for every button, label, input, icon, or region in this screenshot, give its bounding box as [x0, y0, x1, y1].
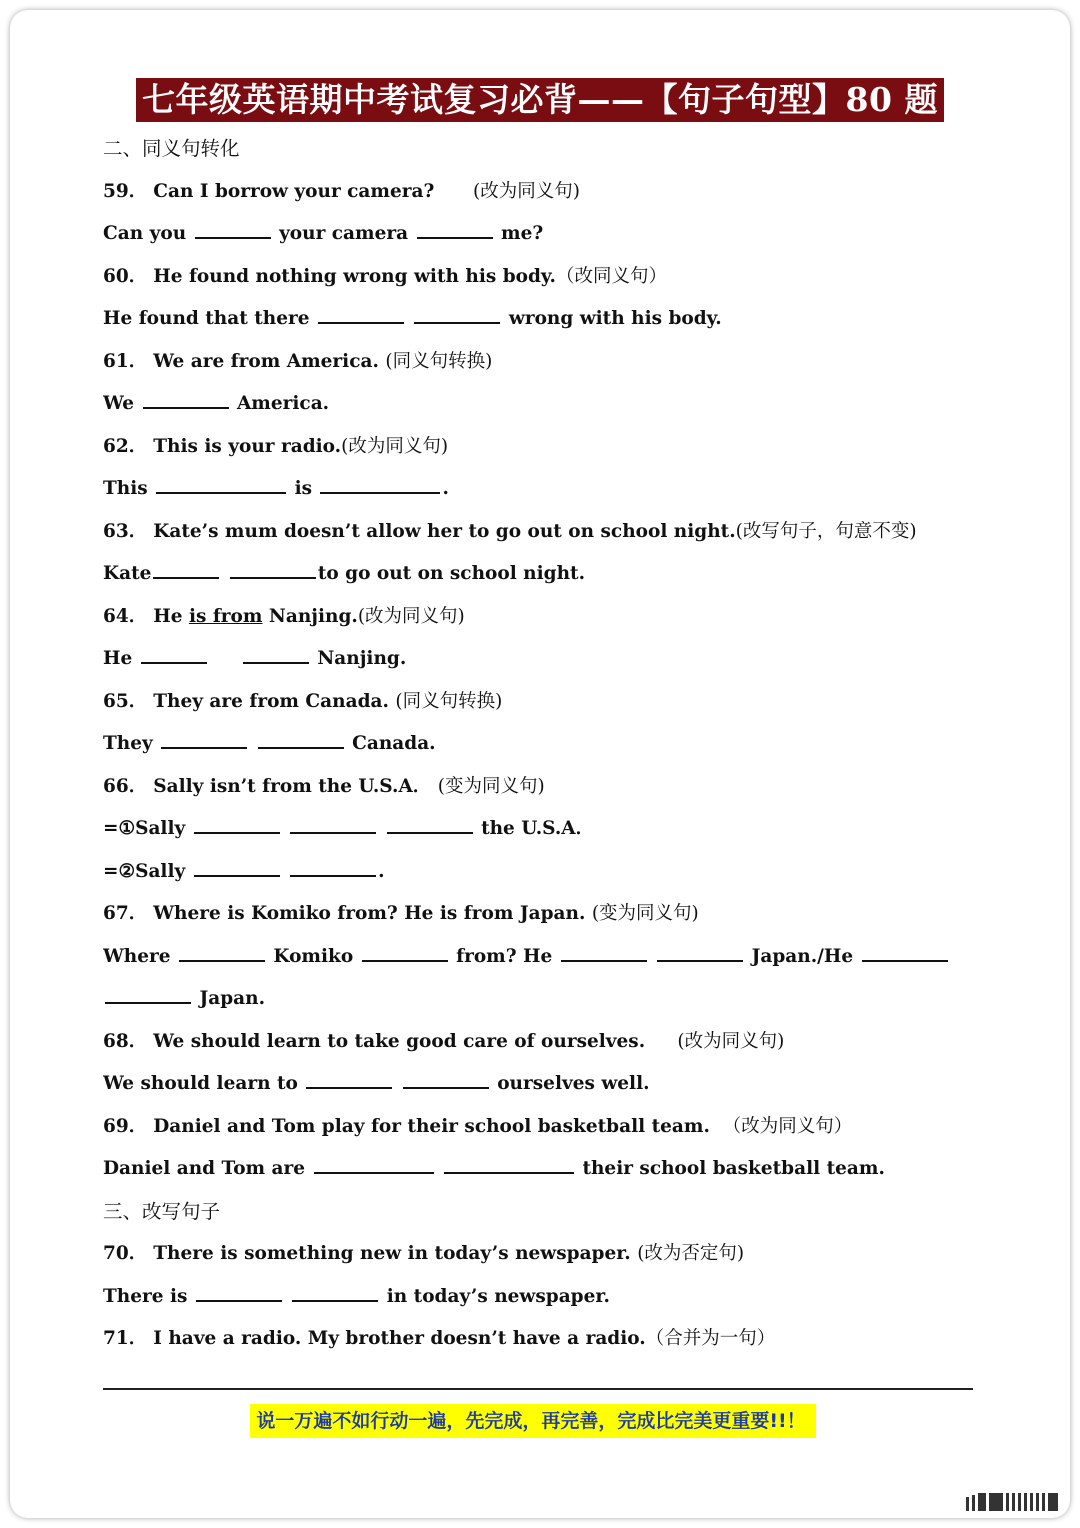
question-number: 64．: [103, 605, 148, 627]
question-text: They are from Canada.: [153, 690, 389, 712]
motto-text: 说一万遍不如行动一遍，先完成，再完善，完成比完美更重要!!！: [250, 1404, 815, 1438]
question-number: 62．: [103, 435, 148, 457]
answer-blank[interactable]: [444, 1154, 574, 1174]
answer-text: your camera: [279, 223, 409, 244]
answer-text: from? He: [456, 945, 553, 967]
question-text: This is your radio.: [153, 435, 342, 457]
answer-text: me?: [501, 223, 544, 244]
answer-text: Can you: [103, 223, 187, 244]
answer-blank[interactable]: [657, 942, 743, 962]
question-number: 63．: [103, 520, 148, 542]
answer-text: .: [442, 478, 449, 499]
answer-blank[interactable]: [414, 304, 500, 324]
answer-blank[interactable]: [403, 1069, 489, 1089]
answer-blank[interactable]: [387, 814, 473, 834]
question-65: [103, 681, 973, 724]
answer-blank[interactable]: [862, 942, 948, 962]
question-69: [103, 1106, 973, 1149]
answer-text: Japan./He: [751, 945, 854, 967]
question-71: [103, 1318, 973, 1361]
question-number: 66．: [103, 775, 148, 797]
answer-text: They: [103, 733, 153, 754]
answer-text: Nanjing.: [317, 648, 407, 669]
answer-blank[interactable]: [161, 729, 247, 749]
question-number: 71．: [103, 1328, 148, 1349]
motto-banner: [0, 1404, 1080, 1438]
question-61: [103, 341, 973, 384]
question-hint: (同义句转换): [395, 690, 503, 712]
answer-text: America.: [236, 393, 330, 414]
answer-text: in today’s newspaper.: [386, 1285, 610, 1307]
section-heading: 二、同义句转化: [103, 137, 240, 160]
question-59: [103, 171, 973, 214]
question-text: Where is Komiko from? He is from Japan.: [153, 903, 586, 924]
divider-line: [103, 1388, 973, 1390]
question-hint: (改为否定句): [637, 1243, 745, 1264]
question-text: I have a radio. My brother doesn’t have a radio.: [153, 1328, 646, 1349]
question-number: 69．: [103, 1115, 148, 1137]
answer-blank[interactable]: [320, 474, 440, 494]
answer-blank[interactable]: [156, 474, 286, 494]
answer-text: There is: [103, 1285, 188, 1307]
answer-text: He found that there: [103, 308, 310, 329]
question-number: 65．: [103, 690, 148, 712]
answer-text: Where: [103, 945, 171, 967]
answer-64: [103, 638, 973, 681]
question-number: 59．: [103, 180, 148, 202]
question-text: Can I borrow your camera?: [153, 180, 435, 202]
question-hint: （合并为一句）: [645, 1328, 776, 1349]
answer-blank[interactable]: [105, 984, 191, 1004]
answer-text: .: [378, 860, 385, 882]
question-number: 67．: [103, 903, 148, 924]
answer-text: ourselves well.: [497, 1073, 650, 1094]
question-number: 60．: [103, 265, 148, 287]
question-hint: (改为同义句): [472, 180, 580, 202]
answer-blank[interactable]: [141, 644, 207, 664]
question-hint: (改为同义句): [341, 435, 449, 457]
underlined-phrase: is from: [188, 605, 263, 627]
section-heading: 三、改写句子: [103, 1199, 221, 1223]
question-hint: (改为同义句): [357, 605, 465, 627]
answer-61: [103, 383, 973, 426]
answer-70: [103, 1276, 973, 1319]
answer-text: Komiko: [273, 945, 354, 967]
question-text: We are from America.: [153, 350, 379, 372]
question-hint: （改同义句）: [556, 265, 668, 287]
answer-59: [103, 213, 973, 256]
question-text: He: [153, 605, 183, 627]
question-number: 70．: [103, 1243, 148, 1264]
question-text: Daniel and Tom play for their school basketball team.: [153, 1115, 710, 1137]
answer-blank[interactable]: [196, 1282, 282, 1302]
answer-blank[interactable]: [314, 1154, 434, 1174]
answer-blank[interactable]: [292, 1282, 378, 1302]
answer-text: wrong with his body.: [508, 308, 722, 329]
answer-blank[interactable]: [143, 389, 229, 409]
question-text: He found nothing wrong with his body.: [153, 265, 556, 287]
answer-blank[interactable]: [153, 559, 219, 579]
answer-blank[interactable]: [318, 304, 404, 324]
answer-blank[interactable]: [290, 857, 376, 877]
answer-text: =①Sally: [103, 818, 186, 839]
question-66: [103, 766, 973, 809]
answer-62: [103, 468, 973, 511]
answer-text: We: [103, 393, 135, 414]
answer-67-1: [103, 936, 973, 979]
question-hint: (同义句转换): [385, 350, 493, 372]
question-hint: (变为同义句): [437, 775, 545, 797]
question-64: [103, 596, 973, 639]
answer-text: Kate: [103, 563, 152, 584]
question-number: 68．: [103, 1030, 148, 1052]
answer-blank[interactable]: [258, 729, 344, 749]
answer-66-1: [103, 808, 973, 851]
question-hint: (变为同义句): [591, 903, 699, 924]
question-text: Kate’s mum doesn’t allow her to go out on school night.: [153, 520, 736, 542]
question-hint: (改为同义句): [677, 1030, 785, 1052]
question-67: [103, 893, 973, 936]
question-text: Nanjing.: [268, 605, 358, 627]
answer-63: [103, 553, 973, 596]
question-number: 61．: [103, 350, 148, 372]
question-hint: （改为同义句）: [722, 1115, 853, 1137]
answer-68: [103, 1063, 973, 1106]
answer-blank[interactable]: [243, 644, 309, 664]
question-hint: (改写句子，句意不变): [735, 520, 917, 542]
answer-66-2: [103, 851, 973, 894]
question-60: [103, 256, 973, 299]
answer-text: their school basketball team.: [582, 1158, 885, 1179]
answer-text: We should learn to: [103, 1073, 298, 1094]
answer-blank[interactable]: [306, 1069, 392, 1089]
question-70: [103, 1233, 973, 1276]
answer-blank[interactable]: [561, 942, 647, 962]
answer-67-2: [103, 978, 973, 1021]
answer-text: the U.S.A．: [481, 818, 595, 839]
answer-69: [103, 1148, 973, 1191]
answer-blank[interactable]: [230, 559, 316, 579]
answer-text: Canada.: [352, 733, 436, 754]
watermark-bars: [963, 1492, 1058, 1512]
answer-blank[interactable]: [194, 857, 280, 877]
worksheet-content: [103, 128, 973, 1361]
answer-text: to go out on school night.: [317, 563, 586, 584]
answer-blank[interactable]: [290, 814, 376, 834]
answer-text: =②Sally: [103, 860, 186, 882]
answer-text: He: [103, 648, 133, 669]
answer-blank[interactable]: [417, 219, 493, 239]
answer-text: Daniel and Tom are: [103, 1158, 306, 1179]
answer-65: [103, 723, 973, 766]
answer-blank[interactable]: [195, 219, 271, 239]
answer-blank[interactable]: [179, 942, 265, 962]
answer-text: Japan.: [199, 988, 266, 1009]
answer-blank[interactable]: [362, 942, 448, 962]
page-title: 七年级英语期中考试复习必背——【句子句型】80 题: [136, 78, 944, 122]
answer-blank[interactable]: [194, 814, 280, 834]
question-text: There is something new in today’s newspaper.: [153, 1243, 631, 1264]
answer-60: [103, 298, 973, 341]
question-text: We should learn to take good care of ourselves.: [153, 1030, 646, 1052]
question-62: [103, 426, 973, 469]
title-banner: [0, 78, 1080, 122]
question-68: [103, 1021, 973, 1064]
question-text: Sally isn’t from the U.S.A．: [153, 775, 432, 797]
answer-text: is: [294, 478, 313, 499]
question-63: [103, 511, 973, 554]
answer-text: This: [103, 478, 148, 499]
